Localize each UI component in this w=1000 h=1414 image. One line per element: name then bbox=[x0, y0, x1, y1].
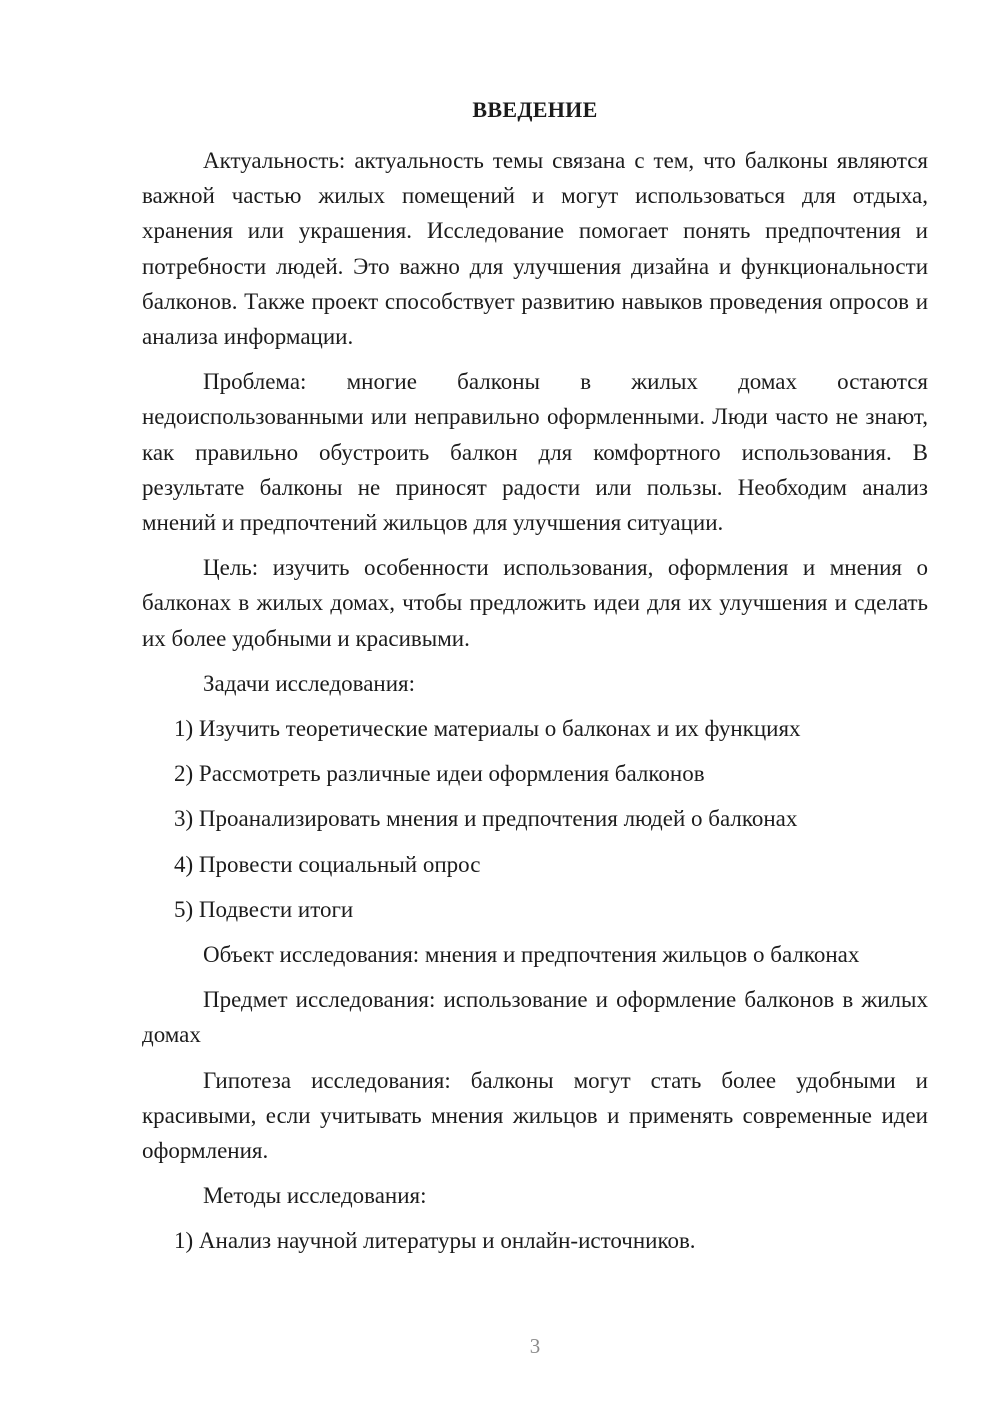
task-item: 3) Проанализировать мнения и предпочтения людей о балконах bbox=[174, 806, 798, 832]
page-title: ВВЕДЕНИЕ bbox=[472, 97, 598, 122]
methods-heading: Методы исследования: bbox=[203, 1183, 427, 1209]
method-item: 1) Анализ научной литературы и онлайн-источников. bbox=[174, 1228, 696, 1254]
task-item: 2) Рассмотреть различные идеи оформления балконов bbox=[174, 761, 705, 787]
object-paragraph: Объект исследования: мнения и предпочтения жильцов о балконах bbox=[203, 942, 860, 968]
task-item: 1) Изучить теоретические материалы о балконах и их функциях bbox=[174, 716, 801, 742]
task-item: 4) Провести социальный опрос bbox=[174, 851, 481, 877]
subject-paragraph: Предмет исследования: использование и оформление балконов в жилых домах bbox=[142, 987, 928, 1048]
relevance-paragraph: Актуальность: актуальность темы связана с тем, что балконы являются важной частью жилых помещений и могут использоваться для отдыха, хранения или украшения. Исследование помогает понять предпочтения и потребности людей. Это важно для улучшения дизайна и функциональности балконов. Также проект способствует развитию навыков проведения опросов и анализа информации. bbox=[142, 148, 928, 350]
problem-paragraph: Проблема: многие балконы в жилых домах остаются недоиспользованными или неправильно оформленными. Люди часто не знают, как правильно обустроить балкон для комфортного использования. В результате балконы не приносят радости или пользы. Необходим анализ мнений и предпочтений жильцов для улучшения ситуации. bbox=[142, 369, 928, 536]
task-item: 5) Подвести итоги bbox=[174, 896, 354, 922]
hypothesis-paragraph: Гипотеза исследования: балконы могут стать более удобными и красивыми, если учитывать мнения жильцов и применять современные идеи оформления. bbox=[142, 1067, 928, 1164]
page-number: 3 bbox=[529, 1334, 541, 1358]
document-page bbox=[142, 95, 928, 1269]
tasks-heading: Задачи исследования: bbox=[203, 670, 416, 696]
goal-paragraph: Цель: изучить особенности использования, оформления и мнения о балконах в жилых домах, чтобы предложить идеи для их улучшения и сделать их более удобными и красивыми. bbox=[142, 555, 928, 651]
